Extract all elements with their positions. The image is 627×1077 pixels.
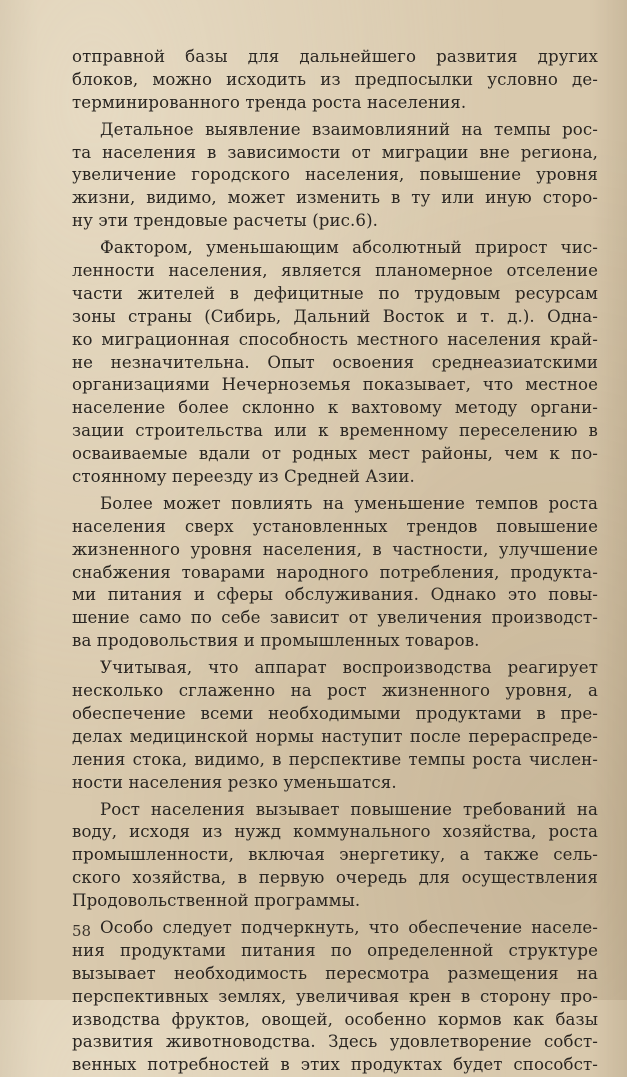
- text-line: Особо следует подчеркнуть, что обеспечение населе-: [100, 917, 598, 937]
- text-line: Фактором, уменьшающим абсолютный прирост чис-: [100, 238, 598, 258]
- text-line: ления стока, видимо, в перспективе темпы роста числен-: [72, 749, 598, 769]
- page-body: [72, 46, 598, 1075]
- text-line: части жителей в дефицитные по трудовым ресурсам: [72, 283, 598, 303]
- text-line: ну эти трендовые расчеты (рис.6).: [72, 211, 379, 231]
- text-line: ми питания и сферы обслуживания. Однако это повы-: [72, 585, 598, 605]
- text-line: развития животноводства. Здесь удовлетворение собст-: [72, 1032, 598, 1052]
- text-line: терминированного тренда роста населения.: [72, 92, 467, 112]
- page-number: 58: [72, 922, 92, 940]
- text-line: осваиваемые вдали от родных мест районы, чем к по-: [72, 444, 598, 464]
- text-line: блоков, можно исходить из предпосылки условно де-: [72, 69, 598, 89]
- text-line: снабжения товарами народного потребления, продукта-: [72, 562, 598, 582]
- text-line: организациями Нечерноземья показывает, что местное: [72, 375, 598, 395]
- text-line: вызывает необходимость пересмотра размещения на: [72, 963, 598, 983]
- paragraph-6: [72, 799, 598, 913]
- text-line: не незначительна. Опыт освоения среднеазиатскими: [72, 352, 598, 372]
- paragraph-5: [72, 657, 598, 794]
- text-line: ности населения резко уменьшатся.: [72, 772, 397, 792]
- text-line: обеспечение всеми необходимыми продуктами в пре-: [72, 703, 598, 723]
- text-line: делах медицинской нормы наступит после перераспреде-: [72, 726, 598, 746]
- text-line: жизненного уровня населения, в частности, улучшение: [72, 539, 598, 559]
- text-line: ленности населения, является планомерное отселение: [72, 261, 598, 281]
- paragraph-7: [72, 917, 598, 1077]
- text-line: население более склонно к вахтовому методу органи-: [72, 398, 598, 418]
- text-line: отправной базы для дальнейшего развития других: [72, 47, 598, 66]
- text-line: промышленности, включая энергетику, а также сель-: [72, 845, 598, 865]
- text-line: ва продовольствия и промышленных товаров.: [72, 631, 480, 651]
- text-line: ния продуктами питания по определенной структуре: [72, 940, 598, 960]
- paragraph-2: [72, 119, 598, 233]
- text-line: зации строительства или к временному переселению в: [72, 421, 598, 441]
- text-line: жизни, видимо, может изменить в ту или иную сторо-: [72, 188, 598, 208]
- text-line: та населения в зависимости от миграции вне региона,: [72, 142, 598, 162]
- text-line: венных потребностей в этих продуктах будет способст-: [72, 1055, 598, 1075]
- text-line: населения сверх установленных трендов повышение: [72, 516, 598, 536]
- text-line: Детальное выявление взаимовлияний на темпы рос-: [100, 119, 598, 139]
- text-line: ского хозяйства, в первую очередь для осуществления: [72, 868, 598, 888]
- text-line: несколько сглаженно на рост жизненного уровня, а: [72, 681, 598, 701]
- text-line: ко миграционная способность местного населения край-: [72, 329, 598, 349]
- text-line: зоны страны (Сибирь, Дальний Восток и т. д.). Одна-: [72, 306, 598, 326]
- text-line: изводства фруктов, овощей, особенно кормов как базы: [72, 1009, 598, 1029]
- text-line: воду, исходя из нужд коммунального хозяйства, роста: [72, 822, 598, 842]
- text-line: перспективных землях, увеличивая крен в сторону про-: [72, 986, 598, 1006]
- text-line: Продовольственной программы.: [72, 891, 361, 911]
- text-line: увеличение городского населения, повышение уровня: [72, 165, 598, 185]
- text-line: Более может повлиять на уменьшение темпов роста: [100, 493, 598, 513]
- paragraph-4: [72, 493, 598, 653]
- text-line: стоянному переезду из Средней Азии.: [72, 467, 415, 487]
- text-line: шение само по себе зависит от увеличения производст-: [72, 608, 598, 628]
- text-line: Рост населения вызывает повышение требований на: [100, 799, 598, 819]
- paragraph-1: [72, 46, 598, 115]
- text-line: Учитывая, что аппарат воспроизводства реагирует: [100, 658, 598, 678]
- paragraph-3: [72, 237, 598, 489]
